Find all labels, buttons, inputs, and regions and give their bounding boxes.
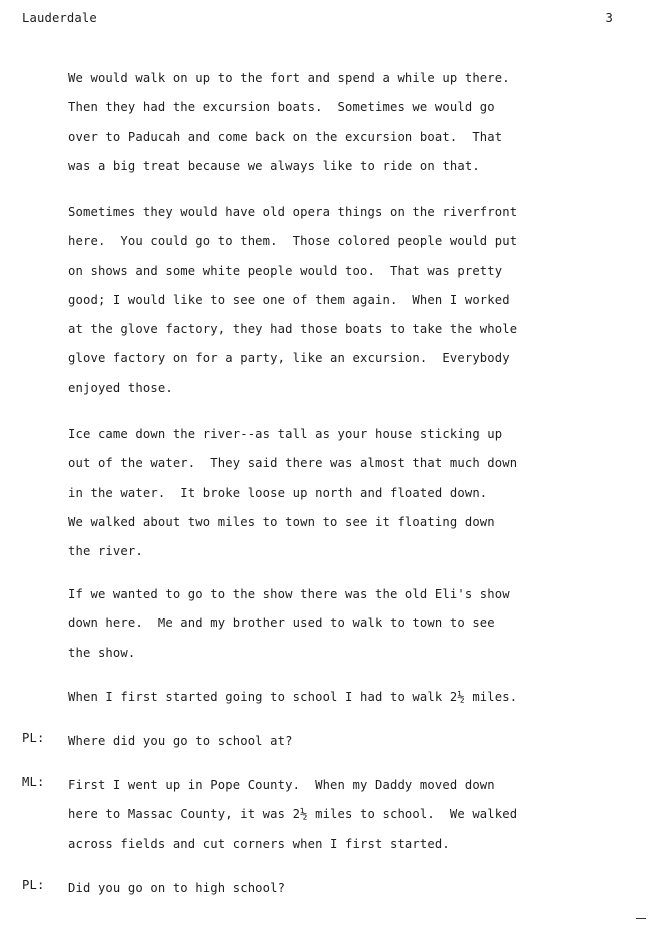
- text-line: When I first started going to school I had to walk 2½ miles.: [68, 690, 518, 704]
- text-line: at the glove factory, they had those boats to take the whole: [68, 322, 518, 337]
- text-line: We walked about two miles to town to see it floating down: [68, 514, 495, 529]
- text-line: down here. Me and my brother used to walk to town to see: [68, 616, 495, 631]
- speaker-label: ML:: [22, 775, 45, 789]
- text-line: here to Massac County, it was 2½ miles to school. We walked: [68, 807, 518, 822]
- paragraph-pl-question-school: [68, 731, 628, 760]
- text-line: Where did you go to school at?: [68, 734, 293, 748]
- paragraph-fort-excursion: [68, 68, 628, 185]
- paragraph-pl-question-high-school: [68, 878, 628, 907]
- text-line: here. You could go to them. Those colored people would put: [68, 234, 518, 249]
- paragraph-ice-river: [68, 424, 628, 570]
- paragraph-show: [68, 584, 628, 672]
- paragraph-ml-answer: [68, 775, 628, 863]
- text-line: Sometimes they would have old opera things on the riverfront: [68, 205, 518, 219]
- header-name: Lauderdale: [22, 11, 97, 25]
- text-line: on shows and some white people would too. That was pretty: [68, 263, 503, 278]
- text-line: the show.: [68, 645, 136, 660]
- text-line: good; I would like to see one of them again. When I worked: [68, 292, 510, 307]
- text-line: Ice came down the river--as tall as your house sticking up: [68, 427, 503, 441]
- text-line: Then they had the excursion boats. Sometimes we would go: [68, 100, 495, 115]
- page-edge-mark: [636, 918, 646, 919]
- text-line: If we wanted to go to the show there was the old Eli's show: [68, 587, 510, 601]
- paragraph-opera-riverfront: [68, 202, 628, 407]
- speaker-label: PL:: [22, 731, 45, 745]
- text-line: in the water. It broke loose up north and floated down.: [68, 485, 488, 500]
- text-line: enjoyed those.: [68, 380, 173, 395]
- text-line: over to Paducah and come back on the excursion boat. That: [68, 129, 503, 144]
- text-line: First I went up in Pope County. When my Daddy moved down: [68, 778, 495, 792]
- text-line: glove factory on for a party, like an excursion. Everybody: [68, 351, 510, 366]
- text-line: the river.: [68, 544, 143, 559]
- page-number: 3: [605, 11, 613, 25]
- text-line: out of the water. They said there was almost that much down: [68, 456, 518, 471]
- text-line: was a big treat because we always like to ride on that.: [68, 158, 480, 173]
- paragraph-school-walk: [68, 687, 628, 716]
- text-line: We would walk on up to the fort and spend a while up there.: [68, 71, 510, 85]
- text-line: across fields and cut corners when I first started.: [68, 836, 450, 851]
- text-line: Did you go on to high school?: [68, 881, 286, 895]
- speaker-label: PL:: [22, 878, 45, 892]
